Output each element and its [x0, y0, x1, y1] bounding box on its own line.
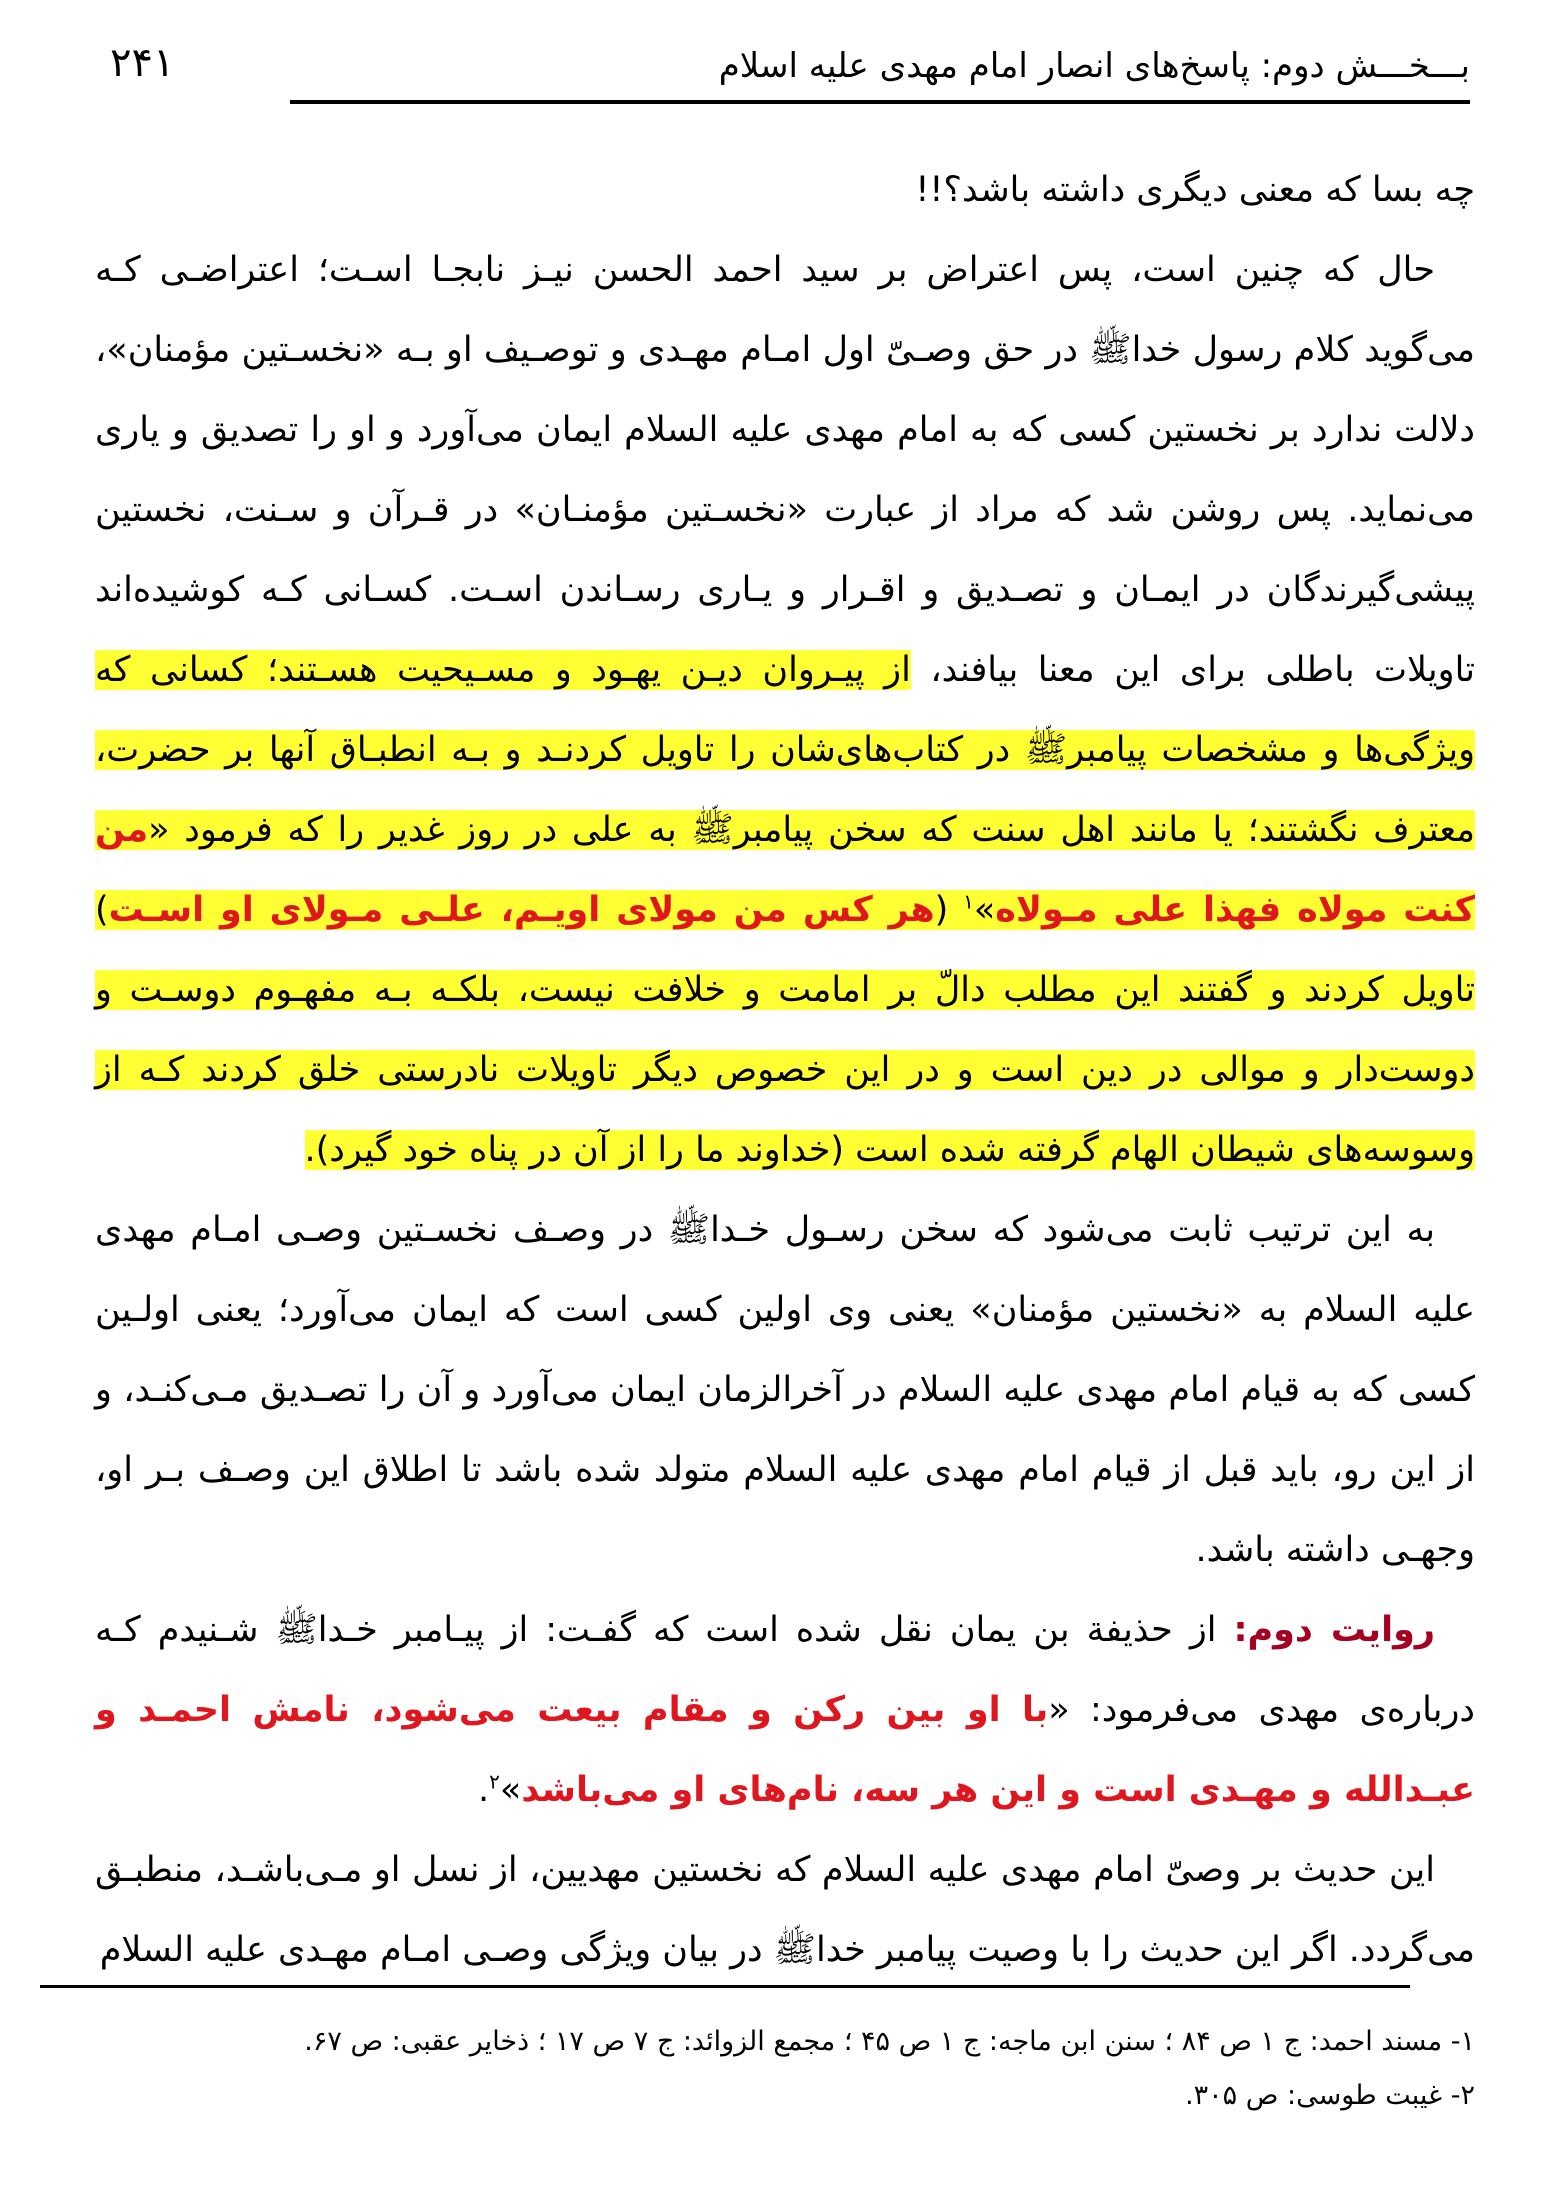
footnote-1: ۱- مسند احمد: ج ۱ ص ۸۴ ؛ سنن ابن ماجه: ج ۱ ص ۴۵ ؛ مجمع الزوائد: ج ۷ ص ۱۷ ؛ ذخایر عقبی: ص ۶۷.: [304, 2026, 1475, 2057]
body-text: [95, 150, 1475, 1990]
footnote-2: ۲- غیبت طوسی: ص ۳۰۵.: [1185, 2080, 1475, 2111]
highlight-text-b: »: [973, 890, 996, 930]
paragraph-4: [95, 1590, 1475, 1830]
paragraph-2-plain: حال که چنین است، پس اعتراض بر سید احمد الحسن نیـز نابجـا اسـت؛ اعتراضـی کـه می‌گوید کلام رسول خداﷺ در حق وصـیّ اول امـام مهـدی و توصـیف او بـه «نخسـتین مؤمنان»، دلالت ندارد بر نخستین کسی که به امام مهدی علیه السلام ایمان می‌آورد و او را تصدیق و یاری می‌نماید. پس روشن شد که مراد از عبارت «نخسـتین مؤمنـان» در قـرآن و سـنت، نخستین پیشی‌گیرندگان در ایمـان و تصـدیق و اقـرار و یـاری رسـاندن اسـت. کسـانی کـه کوشیده‌اند تاویلات باطلی برای این معنا بیافند،: [95, 250, 1475, 690]
narration-label: روایت دوم:: [1233, 1610, 1435, 1650]
footnote-ref-2[interactable]: ۲: [489, 1769, 500, 1794]
highlight-text-a: از پیـروان دیـن یهـود و مسـیحیت هسـتند؛ کسانی که ویژگی‌ها و مشخصات پیامبرﷺ در کتاب‌های‌شان را تاویل کردنـد و بـه انطبـاق آنها بر حضرت، معترف نگشتند؛ یا مانند اهل سنت که سخن پیامبرﷺ به علی در روز غدیر را که فرمود «: [95, 650, 1475, 850]
highlight-text-c: (: [934, 890, 964, 930]
footnote-ref-1[interactable]: ۱: [963, 889, 974, 914]
highlighted-passage: [95, 650, 1475, 1170]
paragraph-1: چه بسا که معنی دیگری داشته باشد؟!!: [915, 170, 1475, 210]
highlight-text-d: ) تاویل کردند و گفتند این مطلب دالّ بر امامت و خلافت نیست، بلکـه بـه مفهـوم دوسـت و دوست‌دار و موالی در دین است و در این خصوص دیگر تاویلات نادرستی خلق کردند کـه از وسوسه‌های شیطان الهام گرفته شده است (خداوند ما را از آن در پناه خود گیرد).: [95, 890, 1475, 1170]
ghadir-quote-arabic: من کنت مولاه فهذا علی مـولاه: [95, 810, 1475, 930]
paragraph-4-text-a: از حذیفة بن یمان نقل شده است که گفـت: از پیـامبر خـداﷺ شـنیدم کـه درباره‌ی مهدی می‌فرمود: «: [95, 1610, 1475, 1730]
footnote-divider: [40, 1985, 1410, 1988]
page-number: ۲۴۱: [110, 40, 175, 86]
paragraph-5: این حدیث بر وصیّ امام مهدی علیه السلام که نخستین مهدیین، از نسل او مـی‌باشـد، منطبـق می‌گردد. اگر این حدیث را با وصیت پیامبر خداﷺ در بیان ویژگی وصـی امـام مهـدی علیه السلام: [95, 1850, 1475, 1970]
page-header: [110, 40, 1470, 104]
running-head: بـــخـــش دوم: پاسخ‌های انصار امام مهدی علیه اسلام: [718, 46, 1470, 86]
ghadir-quote-persian: هر کس من مولای اویـم، علـی مـولای او اسـت: [108, 890, 935, 930]
paragraph-3: به این ترتیب ثابت می‌شود که سخن رسـول خـداﷺ در وصـف نخسـتین وصـی امـام مهدی علیه السلام به «نخستین مؤمنان» یعنی وی اولین کسی است که ایمان می‌آورد؛ یعنی اولـین کسی که به قیام امام مهدی علیه السلام در آخرالزمان ایمان می‌آورد و آن را تصـدیق مـی‌کنـد، و از این رو، باید قبل از قیام امام مهدی علیه السلام متولد شده باشد تا اطلاق این وصـف بـر او، وجهـی داشته باشد.: [95, 1210, 1475, 1570]
footnotes: [95, 2015, 1475, 2123]
paragraph-2: [95, 230, 1475, 1190]
paragraph-4-text-b: »: [499, 1770, 522, 1810]
paragraph-4-text-c: .: [478, 1770, 490, 1810]
hadith-quote: با او بین رکن و مقام بیعت می‌شود، نامش احمـد و عبـدالله و مهـدی است و این هر سه، نام‌های او می‌باشد: [95, 1690, 1475, 1810]
